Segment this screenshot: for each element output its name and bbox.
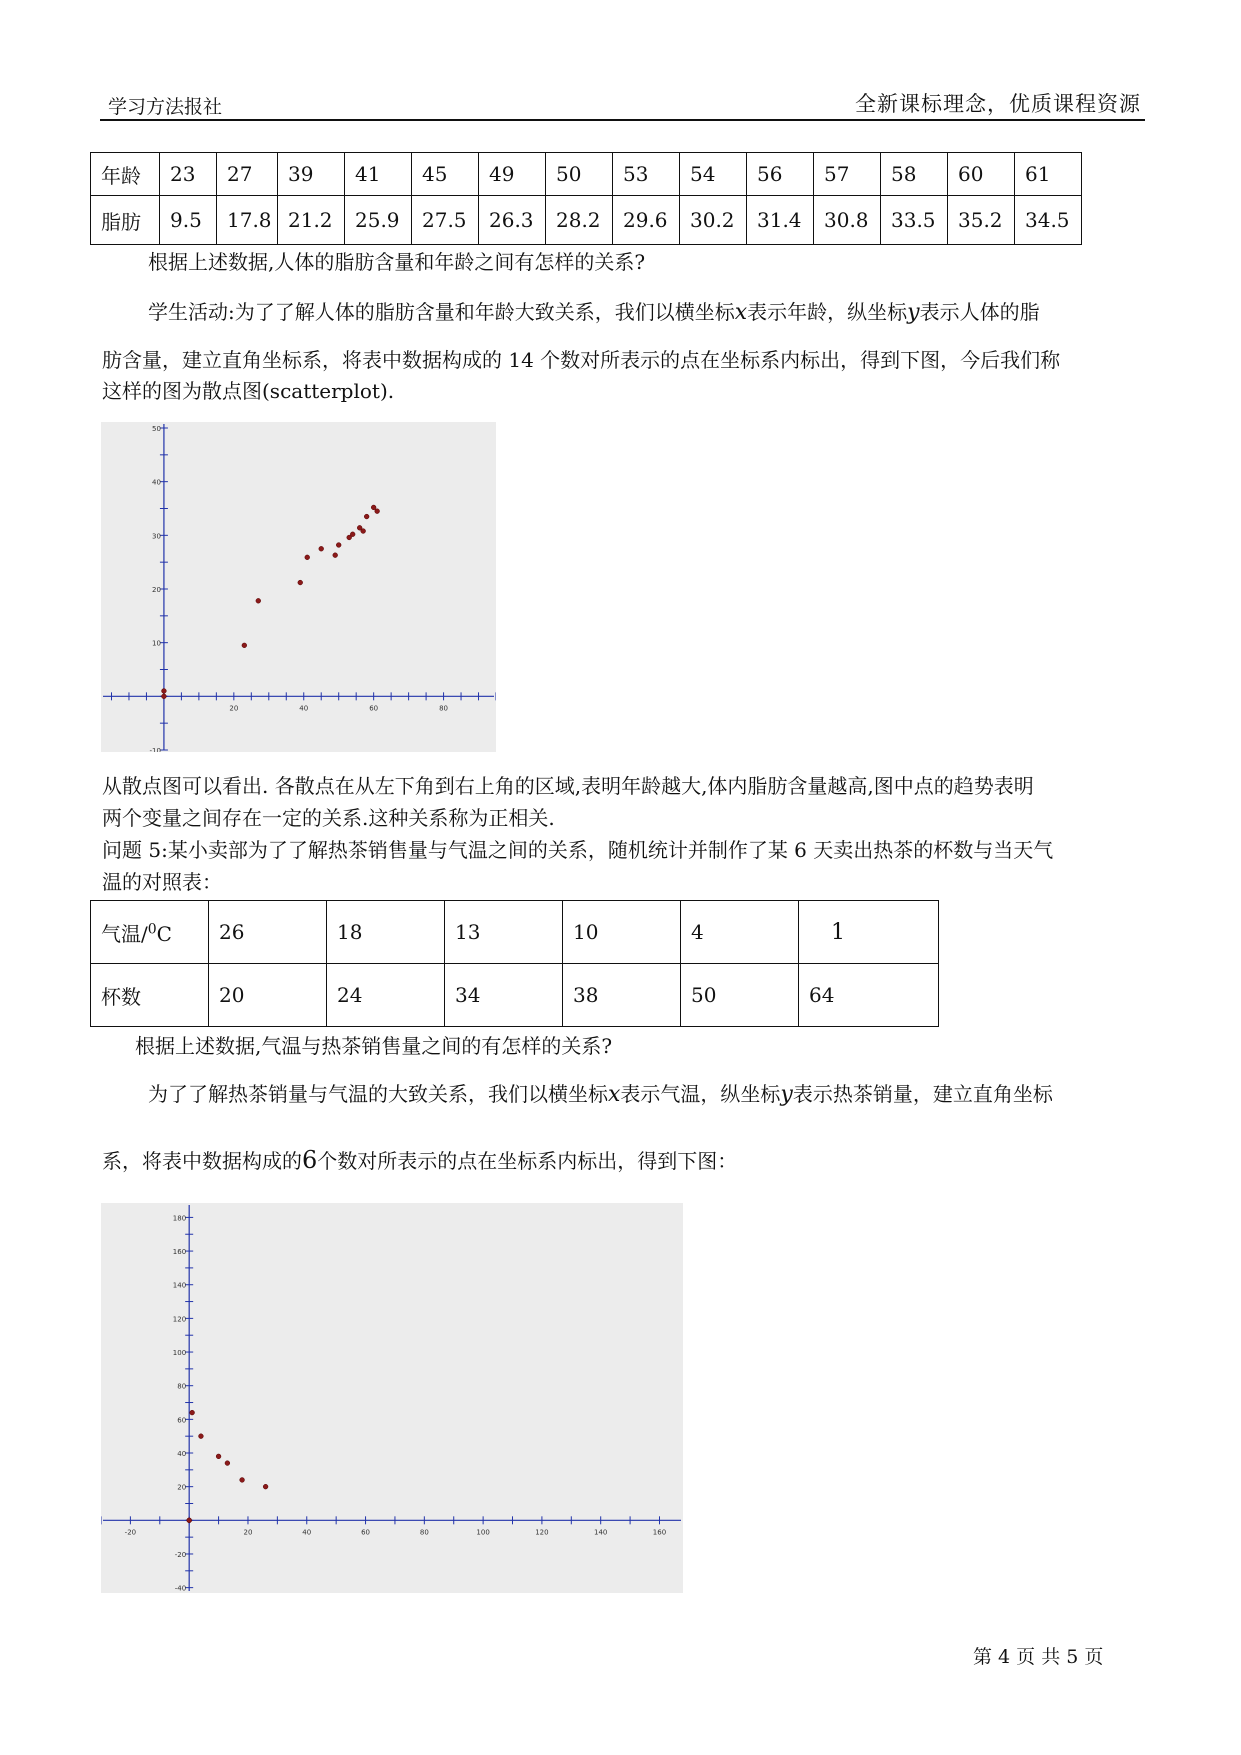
header-rule bbox=[100, 119, 1145, 121]
table-cell: 27 bbox=[217, 153, 278, 196]
table-cell: 60 bbox=[948, 153, 1015, 196]
activity-text-a: 学生活动:为了了解人体的脂肪含量和年龄大致关系，我们以横坐标 bbox=[148, 300, 735, 324]
table-cell: 20 bbox=[209, 964, 327, 1027]
data-point bbox=[240, 1478, 245, 1483]
table-cell: 57 bbox=[814, 153, 881, 196]
table-cell: 61 bbox=[1015, 153, 1082, 196]
data-point bbox=[263, 1484, 268, 1489]
table-cell: 31.4 bbox=[747, 196, 814, 245]
data-point bbox=[187, 1518, 192, 1523]
tea-text-b: 表示气温，纵坐标 bbox=[620, 1082, 781, 1106]
table-cell: 9.5 bbox=[160, 196, 217, 245]
age-fat-scatterplot bbox=[101, 422, 496, 752]
tea2-text-a: 系，将表中数据构成的 bbox=[102, 1149, 302, 1173]
temp-tea-scatterplot bbox=[101, 1203, 683, 1593]
row-label: 脂肪 bbox=[91, 196, 160, 245]
data-point bbox=[333, 553, 338, 558]
table-cell: 38 bbox=[563, 964, 681, 1027]
table-cell: 50 bbox=[681, 964, 799, 1027]
temp-tea-table bbox=[90, 900, 939, 1027]
data-point bbox=[225, 1461, 230, 1466]
table-row bbox=[91, 964, 939, 1027]
table-cell: 54 bbox=[680, 153, 747, 196]
x-tick-label: 100 bbox=[476, 1528, 490, 1537]
table-cell: 1 bbox=[799, 901, 939, 964]
data-point bbox=[336, 543, 341, 548]
y-tick-label: 60 bbox=[177, 1416, 187, 1425]
table-cell: 41 bbox=[345, 153, 412, 196]
data-point bbox=[256, 598, 261, 603]
table-cell: 39 bbox=[278, 153, 345, 196]
y-tick-label: 30 bbox=[151, 532, 161, 541]
y-tick-label: -10 bbox=[149, 747, 161, 752]
data-point bbox=[199, 1434, 204, 1439]
y-tick-label: -40 bbox=[174, 1584, 187, 1593]
problem5-line-2: 温的对照表： bbox=[102, 870, 222, 894]
table-row bbox=[91, 196, 1082, 245]
table-cell: 34 bbox=[445, 964, 563, 1027]
data-point bbox=[305, 555, 310, 560]
activity-line-3: 这样的图为散点图(scatterplot). bbox=[102, 379, 395, 403]
tea-text-a: 为了了解热茶销量与气温的大致关系，我们以横坐标 bbox=[148, 1082, 608, 1106]
data-point bbox=[162, 694, 167, 699]
data-point bbox=[298, 580, 303, 585]
table-cell: 18 bbox=[327, 901, 445, 964]
observation-line-2: 两个变量之间存在一定的关系.这种关系称为正相关. bbox=[102, 806, 555, 830]
y-tick-label: 40 bbox=[151, 478, 161, 487]
table-cell: 28.2 bbox=[546, 196, 613, 245]
table-cell: 34.5 bbox=[1015, 196, 1082, 245]
table-cell: 24 bbox=[327, 964, 445, 1027]
y-tick-label: 160 bbox=[172, 1248, 187, 1257]
y-tick-label: 40 bbox=[177, 1450, 187, 1459]
row-label-text: 气温/ bbox=[101, 921, 148, 946]
activity-text-b: 表示年龄，纵坐标 bbox=[747, 300, 908, 324]
var-x: x bbox=[608, 1082, 621, 1107]
table-row bbox=[91, 153, 1082, 196]
tea2-text-b: 个数对所表示的点在坐标系内标出，得到下图： bbox=[317, 1149, 738, 1173]
table-cell: 30.2 bbox=[680, 196, 747, 245]
x-tick-label: 40 bbox=[302, 1528, 312, 1537]
y-tick-label: 20 bbox=[151, 586, 161, 594]
table-cell: 29.6 bbox=[613, 196, 680, 245]
header-right: 全新课标理念，优质课程资源 bbox=[855, 92, 1141, 116]
x-tick-label: 80 bbox=[419, 1528, 429, 1537]
row-label: 年龄 bbox=[91, 153, 160, 196]
row-label-unit: C bbox=[156, 921, 172, 946]
x-tick-label: 140 bbox=[594, 1528, 608, 1537]
data-point bbox=[371, 505, 376, 510]
table-cell: 35.2 bbox=[948, 196, 1015, 245]
y-tick-label: 80 bbox=[177, 1382, 187, 1391]
table-cell: 58 bbox=[881, 153, 948, 196]
activity-line-2: 肪含量，建立直角坐标系，将表中数据构成的 14 个数对所表示的点在坐标系内标出，得到下图，今后我们称 bbox=[102, 348, 1061, 372]
x-tick-label: 160 bbox=[652, 1528, 667, 1537]
x-tick-label: 60 bbox=[369, 704, 379, 713]
data-point bbox=[162, 689, 167, 694]
data-point bbox=[361, 529, 366, 534]
y-tick-label: 20 bbox=[177, 1483, 187, 1492]
data-point bbox=[190, 1410, 195, 1415]
observation-line-1: 从散点图可以看出. 各散点在从左下角到右上角的区域,表明年龄越大,体内脂肪含量越高,图中点的趋势表明 bbox=[102, 774, 1034, 798]
age-fat-table bbox=[90, 152, 1082, 245]
table-cell: 26 bbox=[209, 901, 327, 964]
table-cell: 49 bbox=[479, 153, 546, 196]
table-cell: 45 bbox=[412, 153, 479, 196]
table-cell: 30.8 bbox=[814, 196, 881, 245]
table-cell: 21.2 bbox=[278, 196, 345, 245]
table-cell: 33.5 bbox=[881, 196, 948, 245]
six-number: 6 bbox=[302, 1146, 318, 1174]
x-tick-label: 20 bbox=[229, 704, 239, 713]
y-tick-label: 180 bbox=[172, 1214, 187, 1223]
question-1: 根据上述数据,人体的脂肪含量和年龄之间有怎样的关系? bbox=[148, 250, 646, 274]
header-left: 学习方法报社 bbox=[108, 96, 223, 118]
data-point bbox=[364, 514, 369, 519]
question-2: 根据上述数据,气温与热茶销售量之间的有怎样的关系? bbox=[135, 1034, 613, 1058]
tea-text-c: 表示热茶销量，建立直角坐标 bbox=[792, 1082, 1053, 1106]
y-tick-label: 50 bbox=[151, 425, 161, 433]
y-tick-label: 100 bbox=[172, 1349, 187, 1358]
activity-text-c: 表示人体的脂 bbox=[919, 300, 1040, 324]
var-y: y bbox=[907, 300, 920, 325]
x-tick-label: 120 bbox=[535, 1528, 549, 1537]
x-tick-label: -20 bbox=[124, 1528, 137, 1537]
y-tick-label: 10 bbox=[151, 639, 161, 648]
table-cell: 23 bbox=[160, 153, 217, 196]
data-point bbox=[319, 546, 324, 551]
y-tick-label: 140 bbox=[172, 1281, 187, 1290]
table-cell: 10 bbox=[563, 901, 681, 964]
table-row bbox=[91, 901, 939, 964]
x-tick-label: 80 bbox=[439, 704, 449, 713]
tea-line-2 bbox=[102, 1146, 738, 1174]
row-label: 杯数 bbox=[91, 964, 209, 1027]
row-label bbox=[91, 901, 209, 964]
data-point bbox=[242, 643, 247, 648]
y-tick-label: -20 bbox=[174, 1550, 187, 1559]
table-cell: 56 bbox=[747, 153, 814, 196]
x-tick-label: 20 bbox=[243, 1528, 253, 1537]
data-point bbox=[375, 509, 380, 514]
table-cell: 25.9 bbox=[345, 196, 412, 245]
y-tick-label: 120 bbox=[172, 1315, 187, 1324]
x-tick-label: 40 bbox=[299, 704, 309, 713]
data-point bbox=[216, 1454, 221, 1459]
table-cell: 53 bbox=[613, 153, 680, 196]
table-cell: 13 bbox=[445, 901, 563, 964]
problem5-line-1: 问题 5:某小卖部为了了解热茶销售量与气温之间的关系，随机统计并制作了某 6 天卖出热茶的杯数与当天气 bbox=[102, 838, 1054, 862]
page-footer: 第 4 页 共 5 页 bbox=[973, 1646, 1104, 1668]
table-cell: 50 bbox=[546, 153, 613, 196]
x-tick-label: 60 bbox=[361, 1528, 371, 1537]
table-cell: 27.5 bbox=[412, 196, 479, 245]
table-cell: 26.3 bbox=[479, 196, 546, 245]
table-cell: 4 bbox=[681, 901, 799, 964]
table-cell: 64 bbox=[799, 964, 939, 1027]
var-y: y bbox=[780, 1082, 793, 1107]
scatterplot-2-svg bbox=[101, 1203, 683, 1593]
activity-line-1 bbox=[148, 302, 1040, 323]
scatterplot-1-svg bbox=[101, 422, 496, 752]
tea-line-1 bbox=[148, 1084, 1053, 1105]
degree-sup: 0 bbox=[147, 920, 157, 937]
var-x: x bbox=[734, 300, 748, 325]
data-point bbox=[350, 532, 355, 537]
table-cell: 17.8 bbox=[217, 196, 278, 245]
